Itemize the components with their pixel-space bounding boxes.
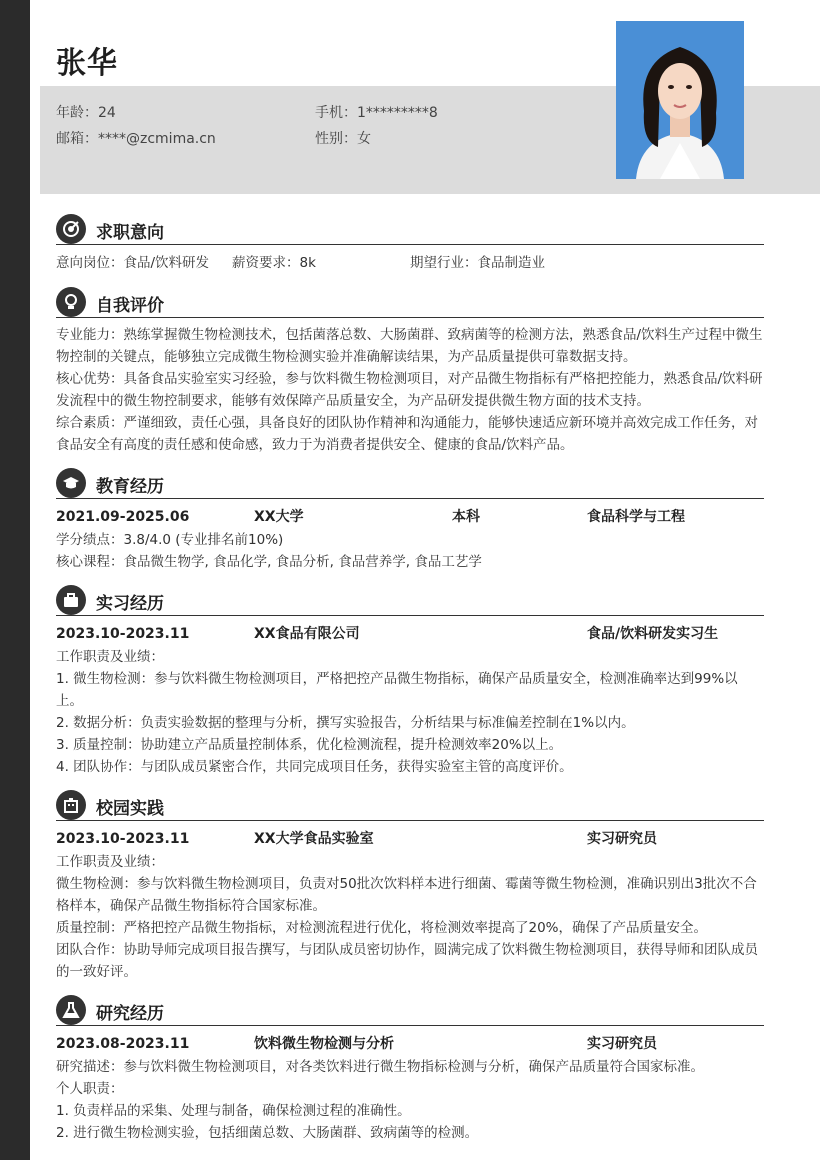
briefcase-icon <box>56 585 86 615</box>
section-header <box>56 788 764 821</box>
profile-photo <box>616 21 744 179</box>
campus-period: 2023.10-2023.11 <box>56 831 190 847</box>
section-research <box>56 993 764 1144</box>
campus-org: XX大学食品实验室 <box>254 831 374 847</box>
age-field: 年龄：24 <box>56 105 116 121</box>
section-title: 教育经历 <box>96 477 164 497</box>
edu-school: XX大学 <box>254 509 304 525</box>
edu-major: 食品科学与工程 <box>587 509 685 525</box>
bulb-icon <box>56 287 86 317</box>
intern-duty-2: 2. 数据分析：负责实验数据的整理与分析，撰写实验报告，分析结果与标准偏差控制在1%以内。 <box>56 715 635 731</box>
candidate-name: 张华 <box>56 46 118 81</box>
section-header <box>56 583 764 616</box>
section-title: 校园实践 <box>96 799 164 819</box>
section-job-intent <box>56 212 764 275</box>
section-internship <box>56 583 764 778</box>
campus-role: 实习研究员 <box>587 831 657 847</box>
campus-duty-3: 团队合作：协助导师完成项目报告撰写，与团队成员密切协作，圆满完成了饮料微生物检测项目，获得导师和团队成员的一致好评。 <box>56 942 758 980</box>
intern-intro: 工作职责及业绩： <box>56 649 164 665</box>
section-title: 求职意向 <box>96 223 164 243</box>
section-title: 研究经历 <box>96 1004 164 1024</box>
self-eval-qualities: 综合素质：严谨细致，责任心强，具备良好的团队协作精神和沟通能力，能够快速适应新环境并高效完成工作任务，对食品安全有高度的责任感和使命感，致力于为消费者提供安全、健康的食品/饮料产品。 <box>56 415 758 453</box>
section-header <box>56 212 764 245</box>
target-icon <box>56 214 86 244</box>
intern-duty-4: 4. 团队协作：与团队成员紧密合作，共同完成项目任务，获得实验室主管的高度评价。 <box>56 759 573 775</box>
email-field: 邮箱：****@zcmima.cn <box>56 131 216 147</box>
left-sidebar-bar <box>0 0 30 1160</box>
intern-role: 食品/饮料研发实习生 <box>587 626 719 642</box>
gender-field: 性别：女 <box>315 131 371 147</box>
phone-field: 手机：1*********8 <box>315 105 438 121</box>
self-eval-professional: 专业能力：熟练掌握微生物检测技术，包括菌落总数、大肠菌群、致病菌等的检测方法，熟悉食品/饮料生产过程中微生物控制的关键点，能够独立完成微生物检测实验并准确解读结果，为产品质量提供可靠数据支持。 <box>56 327 763 365</box>
campus-duty-1: 微生物检测：参与饮料微生物检测项目，负责对50批次饮料样本进行细菌、霉菌等微生物检测，准确识别出3批次不合格样本，确保产品微生物指标符合国家标准。 <box>56 876 757 914</box>
section-education <box>56 466 764 573</box>
section-title: 实习经历 <box>96 594 164 614</box>
section-campus-practice <box>56 788 764 983</box>
graduation-cap-icon <box>56 468 86 498</box>
section-title: 自我评价 <box>96 296 164 316</box>
research-duty-1: 1. 负责样品的采集、处理与制备，确保检测过程的准确性。 <box>56 1103 411 1119</box>
section-header <box>56 466 764 499</box>
research-duty-label: 个人职责： <box>56 1081 124 1097</box>
building-icon <box>56 790 86 820</box>
section-self-evaluation <box>56 285 764 456</box>
section-header <box>56 993 764 1026</box>
intent-industry: 期望行业：食品制造业 <box>410 255 545 271</box>
intern-duty-1: 1. 微生物检测：参与饮料微生物检测项目，严格把控产品微生物指标，确保产品质量安全，检测准确率达到99%以上。 <box>56 671 738 709</box>
intent-salary: 薪资要求：8k <box>232 255 316 271</box>
campus-intro: 工作职责及业绩： <box>56 854 164 870</box>
research-role: 实习研究员 <box>587 1036 657 1052</box>
intent-position: 意向岗位：食品/饮料研发 <box>56 255 210 271</box>
edu-gpa: 学分绩点：3.8/4.0 (专业排名前10%) <box>56 532 284 548</box>
flask-icon <box>56 995 86 1025</box>
edu-courses: 核心课程：食品微生物学, 食品化学, 食品分析, 食品营养学, 食品工艺学 <box>56 554 482 570</box>
section-header <box>56 285 764 318</box>
research-project: 饮料微生物检测与分析 <box>254 1036 394 1052</box>
research-duty-2: 2. 进行微生物检测实验，包括细菌总数、大肠菌群、致病菌等的检测。 <box>56 1125 479 1141</box>
edu-degree: 本科 <box>452 509 480 525</box>
intern-company: XX食品有限公司 <box>254 626 360 642</box>
intern-period: 2023.10-2023.11 <box>56 626 190 642</box>
research-period: 2023.08-2023.11 <box>56 1036 190 1052</box>
self-eval-strengths: 核心优势：具备食品实验室实习经验，参与饮料微生物检测项目，对产品微生物指标有严格把控能力，熟悉食品/饮料研发流程中的微生物控制要求，能够有效保障产品质量安全，为产品研发提供微生物方面的技术支持。 <box>56 371 763 409</box>
campus-duty-2: 质量控制：严格把控产品微生物指标，对检测流程进行优化，将检测效率提高了20%，确保了产品质量安全。 <box>56 920 708 936</box>
intern-duty-3: 3. 质量控制：协助建立产品质量控制体系，优化检测流程，提升检测效率20%以上。 <box>56 737 563 753</box>
research-desc: 研究描述：参与饮料微生物检测项目，对各类饮料进行微生物指标检测与分析，确保产品质量符合国家标准。 <box>56 1059 704 1075</box>
edu-period: 2021.09-2025.06 <box>56 509 190 525</box>
